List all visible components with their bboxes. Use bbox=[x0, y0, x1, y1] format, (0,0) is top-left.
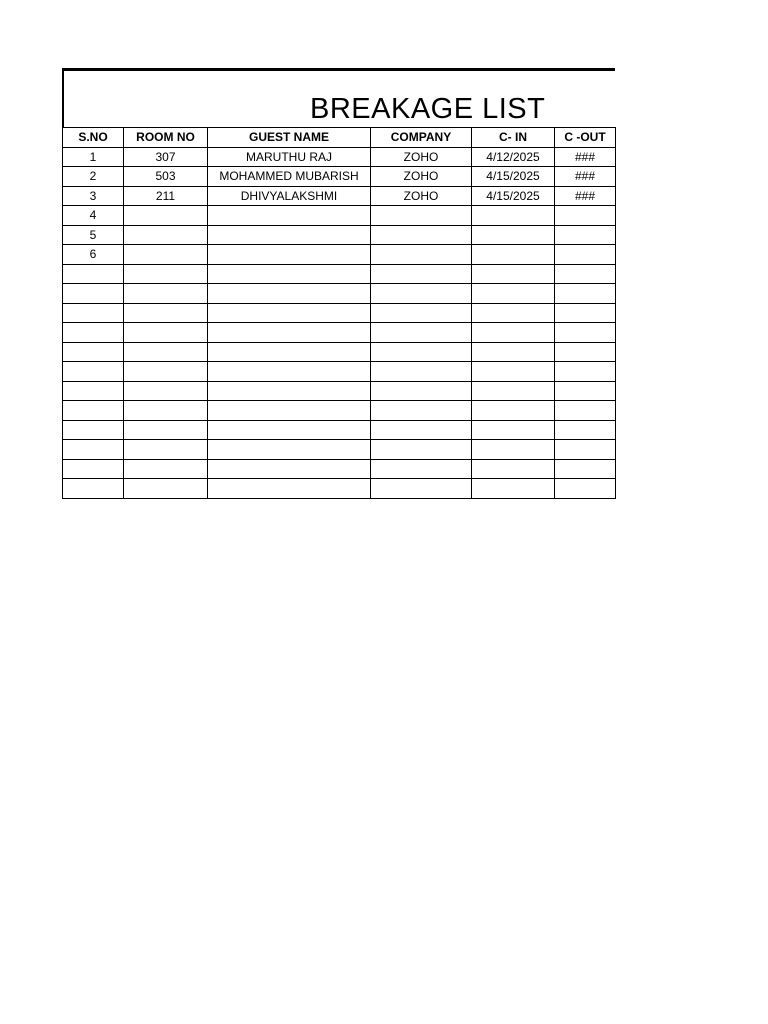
cell-check-out[interactable] bbox=[555, 284, 616, 304]
header-room-no: ROOM NO bbox=[124, 128, 208, 148]
header-check-in: C- IN bbox=[472, 128, 555, 148]
cell-guest-name[interactable] bbox=[208, 420, 371, 440]
cell-check-in[interactable] bbox=[472, 479, 555, 499]
cell-room-no[interactable] bbox=[124, 401, 208, 421]
cell-room-no[interactable] bbox=[124, 303, 208, 323]
cell-check-in[interactable] bbox=[472, 284, 555, 304]
page-title: BREAKAGE LIST bbox=[310, 93, 546, 125]
table-row bbox=[63, 225, 616, 245]
table-row bbox=[63, 323, 616, 343]
cell-sno[interactable]: 2 bbox=[63, 167, 124, 187]
header-company: COMPANY bbox=[371, 128, 472, 148]
cell-company[interactable] bbox=[371, 264, 472, 284]
cell-company[interactable] bbox=[371, 420, 472, 440]
cell-room-no[interactable] bbox=[124, 245, 208, 265]
cell-check-in[interactable]: 4/15/2025 bbox=[472, 167, 555, 187]
cell-company[interactable] bbox=[371, 303, 472, 323]
cell-room-no[interactable] bbox=[124, 420, 208, 440]
cell-company[interactable] bbox=[371, 459, 472, 479]
cell-check-in[interactable]: 4/12/2025 bbox=[472, 147, 555, 167]
cell-sno[interactable] bbox=[63, 479, 124, 499]
cell-check-in[interactable] bbox=[472, 401, 555, 421]
cell-check-out[interactable]: ### bbox=[555, 147, 616, 167]
cell-room-no[interactable] bbox=[124, 459, 208, 479]
cell-check-out[interactable] bbox=[555, 303, 616, 323]
cell-sno[interactable]: 6 bbox=[63, 245, 124, 265]
cell-check-in[interactable]: 4/15/2025 bbox=[472, 186, 555, 206]
table-row bbox=[63, 401, 616, 421]
table-row bbox=[63, 420, 616, 440]
cell-room-no[interactable]: 307 bbox=[124, 147, 208, 167]
cell-sno[interactable] bbox=[63, 381, 124, 401]
cell-check-out[interactable] bbox=[555, 479, 616, 499]
cell-company[interactable] bbox=[371, 206, 472, 226]
cell-check-out[interactable]: ### bbox=[555, 186, 616, 206]
cell-sno[interactable] bbox=[63, 362, 124, 382]
cell-room-no[interactable] bbox=[124, 381, 208, 401]
cell-sno[interactable] bbox=[63, 264, 124, 284]
cell-company[interactable] bbox=[371, 381, 472, 401]
cell-room-no[interactable] bbox=[124, 342, 208, 362]
cell-check-in[interactable] bbox=[472, 323, 555, 343]
cell-guest-name[interactable] bbox=[208, 303, 371, 323]
table-row bbox=[63, 303, 616, 323]
cell-guest-name[interactable] bbox=[208, 323, 371, 343]
cell-company[interactable]: ZOHO bbox=[371, 147, 472, 167]
table-row bbox=[63, 186, 616, 206]
cell-sno[interactable] bbox=[63, 303, 124, 323]
cell-sno[interactable] bbox=[63, 420, 124, 440]
cell-guest-name[interactable] bbox=[208, 440, 371, 460]
table-row bbox=[63, 362, 616, 382]
cell-room-no[interactable] bbox=[124, 479, 208, 499]
cell-room-no[interactable] bbox=[124, 284, 208, 304]
cell-sno[interactable] bbox=[63, 342, 124, 362]
table-row bbox=[63, 479, 616, 499]
table-row bbox=[63, 381, 616, 401]
cell-guest-name[interactable]: DHIVYALAKSHMI bbox=[208, 186, 371, 206]
table-row bbox=[63, 440, 616, 460]
table-row bbox=[63, 264, 616, 284]
table-row bbox=[63, 147, 616, 167]
cell-company[interactable] bbox=[371, 284, 472, 304]
cell-check-out[interactable] bbox=[555, 401, 616, 421]
cell-check-out[interactable] bbox=[555, 245, 616, 265]
cell-company[interactable]: ZOHO bbox=[371, 167, 472, 187]
cell-check-in[interactable] bbox=[472, 225, 555, 245]
cell-sno[interactable] bbox=[63, 284, 124, 304]
cell-sno[interactable] bbox=[63, 401, 124, 421]
header-sno: S.NO bbox=[63, 128, 124, 148]
cell-room-no[interactable] bbox=[124, 362, 208, 382]
table-row bbox=[63, 206, 616, 226]
cell-check-in[interactable] bbox=[472, 381, 555, 401]
header-guest-name: GUEST NAME bbox=[208, 128, 371, 148]
cell-guest-name[interactable] bbox=[208, 362, 371, 382]
table-body bbox=[63, 147, 616, 498]
cell-guest-name[interactable] bbox=[208, 401, 371, 421]
breakage-table bbox=[62, 127, 616, 499]
cell-sno[interactable]: 5 bbox=[63, 225, 124, 245]
cell-sno[interactable]: 1 bbox=[63, 147, 124, 167]
cell-sno[interactable] bbox=[63, 440, 124, 460]
cell-sno[interactable] bbox=[63, 323, 124, 343]
header-check-out: C -OUT bbox=[555, 128, 616, 148]
cell-check-in[interactable] bbox=[472, 303, 555, 323]
cell-check-out[interactable] bbox=[555, 264, 616, 284]
cell-guest-name[interactable] bbox=[208, 206, 371, 226]
table-row bbox=[63, 245, 616, 265]
cell-check-in[interactable] bbox=[472, 440, 555, 460]
cell-sno[interactable]: 3 bbox=[63, 186, 124, 206]
title-area bbox=[62, 68, 615, 127]
cell-check-out[interactable] bbox=[555, 323, 616, 343]
cell-guest-name[interactable]: MARUTHU RAJ bbox=[208, 147, 371, 167]
cell-room-no[interactable]: 503 bbox=[124, 167, 208, 187]
cell-guest-name[interactable]: MOHAMMED MUBARISH bbox=[208, 167, 371, 187]
cell-company[interactable] bbox=[371, 225, 472, 245]
cell-company[interactable] bbox=[371, 362, 472, 382]
cell-company[interactable] bbox=[371, 245, 472, 265]
cell-check-out[interactable] bbox=[555, 362, 616, 382]
cell-company[interactable] bbox=[371, 342, 472, 362]
cell-company[interactable] bbox=[371, 479, 472, 499]
cell-guest-name[interactable] bbox=[208, 381, 371, 401]
cell-guest-name[interactable] bbox=[208, 264, 371, 284]
cell-guest-name[interactable] bbox=[208, 479, 371, 499]
cell-sno[interactable]: 4 bbox=[63, 206, 124, 226]
cell-room-no[interactable] bbox=[124, 440, 208, 460]
cell-check-in[interactable] bbox=[472, 459, 555, 479]
breakage-list-sheet bbox=[62, 68, 615, 499]
cell-check-in[interactable] bbox=[472, 264, 555, 284]
header-row bbox=[63, 128, 616, 148]
cell-company[interactable] bbox=[371, 323, 472, 343]
table-row bbox=[63, 167, 616, 187]
cell-guest-name[interactable] bbox=[208, 245, 371, 265]
table-row bbox=[63, 342, 616, 362]
cell-check-out[interactable] bbox=[555, 342, 616, 362]
cell-check-out[interactable] bbox=[555, 206, 616, 226]
cell-check-in[interactable] bbox=[472, 206, 555, 226]
cell-guest-name[interactable] bbox=[208, 225, 371, 245]
cell-company[interactable] bbox=[371, 440, 472, 460]
cell-room-no[interactable]: 211 bbox=[124, 186, 208, 206]
cell-check-out[interactable] bbox=[555, 420, 616, 440]
cell-guest-name[interactable] bbox=[208, 284, 371, 304]
table-row bbox=[63, 284, 616, 304]
cell-check-out[interactable] bbox=[555, 225, 616, 245]
cell-check-in[interactable] bbox=[472, 362, 555, 382]
cell-company[interactable]: ZOHO bbox=[371, 186, 472, 206]
cell-room-no[interactable] bbox=[124, 225, 208, 245]
cell-check-out[interactable] bbox=[555, 459, 616, 479]
table-row bbox=[63, 459, 616, 479]
cell-check-in[interactable] bbox=[472, 420, 555, 440]
cell-company[interactable] bbox=[371, 401, 472, 421]
cell-guest-name[interactable] bbox=[208, 459, 371, 479]
cell-guest-name[interactable] bbox=[208, 342, 371, 362]
cell-check-out[interactable] bbox=[555, 440, 616, 460]
cell-room-no[interactable] bbox=[124, 323, 208, 343]
cell-room-no[interactable] bbox=[124, 264, 208, 284]
cell-sno[interactable] bbox=[63, 459, 124, 479]
cell-check-out[interactable]: ### bbox=[555, 167, 616, 187]
cell-check-out[interactable] bbox=[555, 381, 616, 401]
cell-check-in[interactable] bbox=[472, 245, 555, 265]
cell-room-no[interactable] bbox=[124, 206, 208, 226]
cell-check-in[interactable] bbox=[472, 342, 555, 362]
